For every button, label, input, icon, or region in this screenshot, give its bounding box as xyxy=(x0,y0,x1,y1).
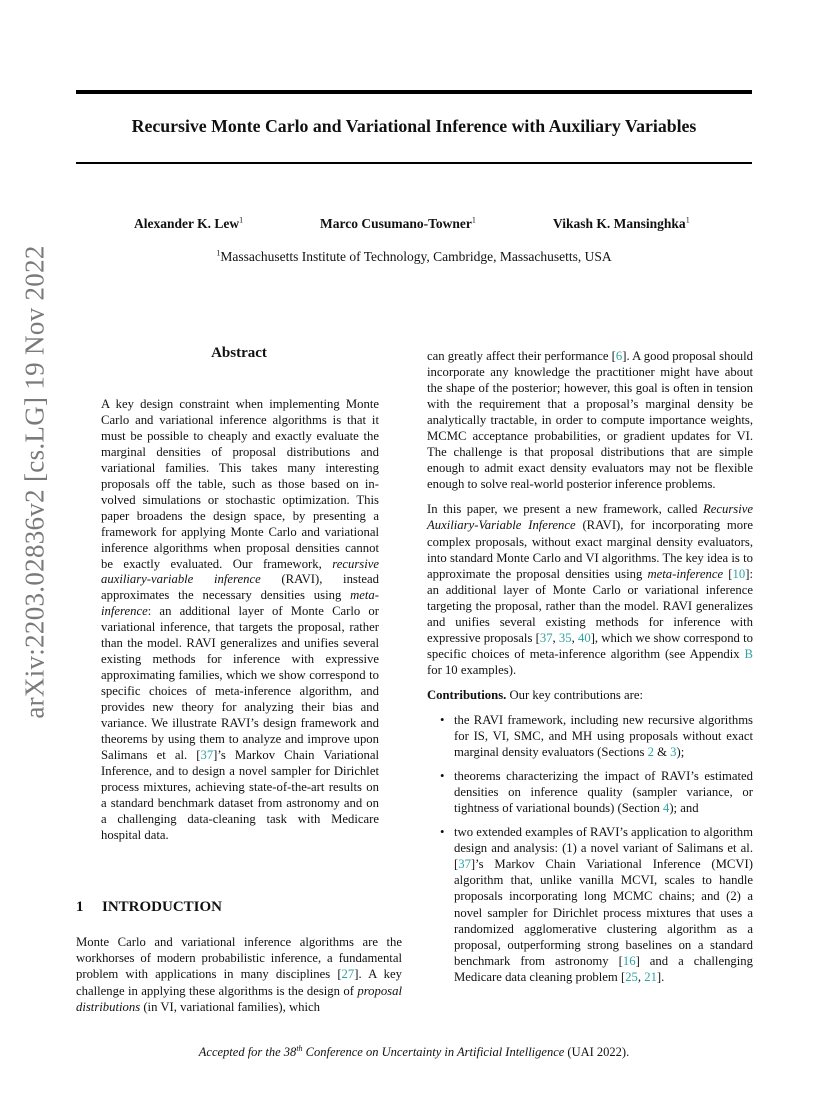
author-name: Vikash K. Mansinghka xyxy=(553,216,686,231)
intro-paragraph-ravi xyxy=(427,501,753,678)
para-text: ]. A good proposal should incorporate any knowledge the practitioner might have about the shape of the posterior; however, this goal is often in tension with the requirement that a proposal’s marginal density be analytically tractable, in order to compute importance weights, MCMC acceptance probabilities, or gradient updates for VI. The challenge is that proposal distributions that are simple enough to admit exact density evaluators may not be flexible enough to solve real-world posterior inference problems. xyxy=(427,349,754,492)
author-affiliation-mark: 1 xyxy=(471,215,476,225)
affiliation-text: Massachusetts Institute of Technology, Cambridge, Massachusetts, USA xyxy=(220,249,612,264)
list-text: ]. xyxy=(656,969,665,984)
para-text: , xyxy=(552,630,559,645)
list-text: , xyxy=(637,969,645,984)
intro-text: (in VI, variational families), which xyxy=(140,999,320,1014)
author-2 xyxy=(320,216,476,232)
arxiv-identifier-stamp xyxy=(14,245,56,719)
abstract-emphasis: recursive auxiliary-variable inference xyxy=(101,556,379,587)
abstract-text: A key design constraint when implementing Monte Carlo and variational inference algorithms is that it must be possible to cheaply and exactly evaluate the marginal densities of proposal distributions and variational families. This takes many interesting proposals off the table, such as those based on involved simulations or stochastic optimization. This paper broadens the design space, by presenting a framework for applying Monte Carlo and variational inference algorithms when proposal densities cannot be exactly evaluated. Our framework, xyxy=(101,397,379,571)
citation-link[interactable]: 16 xyxy=(622,953,636,968)
list-item xyxy=(427,824,753,984)
list-item xyxy=(427,768,753,816)
introduction-paragraph xyxy=(76,934,402,1015)
footer-text: Accepted for the 38 xyxy=(198,1045,297,1059)
author-3 xyxy=(553,216,690,232)
citation-link[interactable]: 37 xyxy=(200,747,214,762)
para-emphasis: Recursive Auxiliary-Variable Inference xyxy=(427,502,753,533)
list-text: two extended examples of RAVI’s application to algorithm design and analysis: (1) a novel variant of Salimans et al. [ xyxy=(454,825,753,872)
section-link[interactable]: 2 xyxy=(647,745,654,760)
contributions-lead xyxy=(427,687,753,703)
abstract-heading: Abstract xyxy=(211,345,267,361)
list-text: theorems characterizing the impact of RAVI’s estimated densities on inference quality (sampler variance, or tightness of variational bounds) (Section xyxy=(454,769,753,816)
list-text: ]’s Markov Chain Variational Inference (MCVI) algorithm that, unlike vanilla MCVI, scales to handle proposals incorporating long MCMC chains; and (2) a novel sampler for Dirichlet process mixtures that uses a randomized agglomerative clustering algorithm as a proposal, outperforming strong baselines on a standard benchmark from astronomy [ xyxy=(454,857,753,968)
list-text: ); xyxy=(676,745,685,760)
citation-link[interactable]: 37 xyxy=(539,630,553,645)
intro-emphasis: proposal distributions xyxy=(76,983,402,1014)
para-text: In this paper, we present a new framework, called xyxy=(427,502,703,517)
bullet-icon: • xyxy=(440,825,445,840)
section-link[interactable]: 4 xyxy=(662,801,670,816)
list-text: the RAVI framework, including new recursive algorithms for IS, VI, SMC, and MH using proposals without exact marginal density evaluators (Sections xyxy=(454,712,753,760)
list-item xyxy=(427,712,753,760)
citation-link[interactable]: 6 xyxy=(615,349,623,363)
intro-text: ]. A key challenge in applying these algorithms is the design of xyxy=(76,967,402,998)
author-1 xyxy=(134,216,243,232)
footer-superscript: th xyxy=(296,1043,303,1053)
para-text: , xyxy=(571,630,578,645)
citation-link[interactable]: 40 xyxy=(578,630,591,645)
intro-text: Monte Carlo and variational inference algorithms are the workhorses of modern probabilistic inference, a fundamental problem with applications in many disciplines [ xyxy=(76,935,402,982)
list-text: ); and xyxy=(669,801,699,816)
para-text: can greatly affect their performance [ xyxy=(427,349,616,363)
abstract-body xyxy=(101,397,379,844)
citation-link[interactable]: 35 xyxy=(558,630,572,645)
author-name: Alexander K. Lew xyxy=(134,216,240,231)
para-text: (RAVI), for incorporating more complex proposals, without exact marginal density evaluators, into standard Monte Carlo and VI algorithms. The key idea is to approximate the proposal densities using xyxy=(427,518,754,581)
contributions-list xyxy=(427,712,753,985)
contributions-label: Contributions. xyxy=(427,687,507,702)
bullet-icon: • xyxy=(440,769,445,784)
abstract-text: (RAVI), instead approximates the necessary densities using xyxy=(101,572,379,603)
author-affiliation-mark: 1 xyxy=(685,215,690,225)
abstract-text: : an additional layer of Monte Carlo or variational inference, that targets the proposal, rather than the model. RAVI generalizes and unifies several existing methods for inference with expressive approximating families, which we show correspond to specific choices of meta-inference algorithm, and provides new theory for analyzing their bias and variance. We illustrate RAVI’s design framework and theorems by using them to analyze and improve upon Salimans et al. [ xyxy=(101,604,379,762)
list-text: & xyxy=(653,745,671,760)
intro-paragraph-continued xyxy=(427,348,753,492)
citation-link[interactable]: 25 xyxy=(625,969,638,984)
affiliation xyxy=(76,249,752,265)
bullet-icon: • xyxy=(440,712,445,727)
paper-title: Recursive Monte Carlo and Variational Inference with Auxiliary Variables xyxy=(131,116,697,136)
appendix-link[interactable]: B xyxy=(744,646,753,661)
section-number: 1 xyxy=(76,899,84,915)
para-text: Our key contributions are: xyxy=(506,687,644,702)
section-link[interactable]: 3 xyxy=(670,745,677,760)
section-heading-introduction xyxy=(76,899,406,916)
arxiv-stamp-text: arXiv:2203.02836v2 [cs.LG] 19 Nov 2022 xyxy=(19,245,50,719)
citation-link[interactable]: 37 xyxy=(458,857,471,872)
affiliation-mark: 1 xyxy=(216,248,221,258)
para-text: ], which we show correspond to specific choices of meta-inference algorithm (see Appendix xyxy=(427,630,753,661)
list-text: ] and a challenging Medicare data cleaning problem [ xyxy=(454,953,753,984)
citation-link[interactable]: 21 xyxy=(644,969,657,984)
footer-text: (UAI 2022). xyxy=(564,1045,630,1059)
conference-footer xyxy=(76,1045,752,1060)
citation-link[interactable]: 10 xyxy=(732,566,746,581)
para-text: for 10 examples). xyxy=(427,662,517,677)
para-text: ]: an additional layer of Monte Carlo or variational inference targeting the proposal, rather than the model. RAVI generalizes and unifies several existing methods for inference with expressive proposals [ xyxy=(427,566,753,645)
author-name: Marco Cusumano-Towner xyxy=(320,216,472,231)
title-rule-bottom xyxy=(76,162,752,164)
citation-link[interactable]: 27 xyxy=(341,967,355,982)
right-column xyxy=(427,348,753,993)
para-emphasis: meta-inference xyxy=(647,566,724,581)
abstract-text: ]’s Markov Chain Variational Inference, and to design a novel sampler for Dirichlet process mixtures, achieving state-of-the-art results on a standard benchmark dataset from astronomy and on a challenging data-cleaning task with Medicare hospital data. xyxy=(101,747,379,842)
para-text: [ xyxy=(723,566,733,581)
title-rule-top xyxy=(76,90,752,94)
abstract-emphasis: meta-inference xyxy=(101,588,379,619)
author-affiliation-mark: 1 xyxy=(239,215,244,225)
footer-text: Conference on Uncertainty in Artificial Intelligence xyxy=(302,1045,565,1059)
section-title: INTRODUCTION xyxy=(102,899,223,915)
